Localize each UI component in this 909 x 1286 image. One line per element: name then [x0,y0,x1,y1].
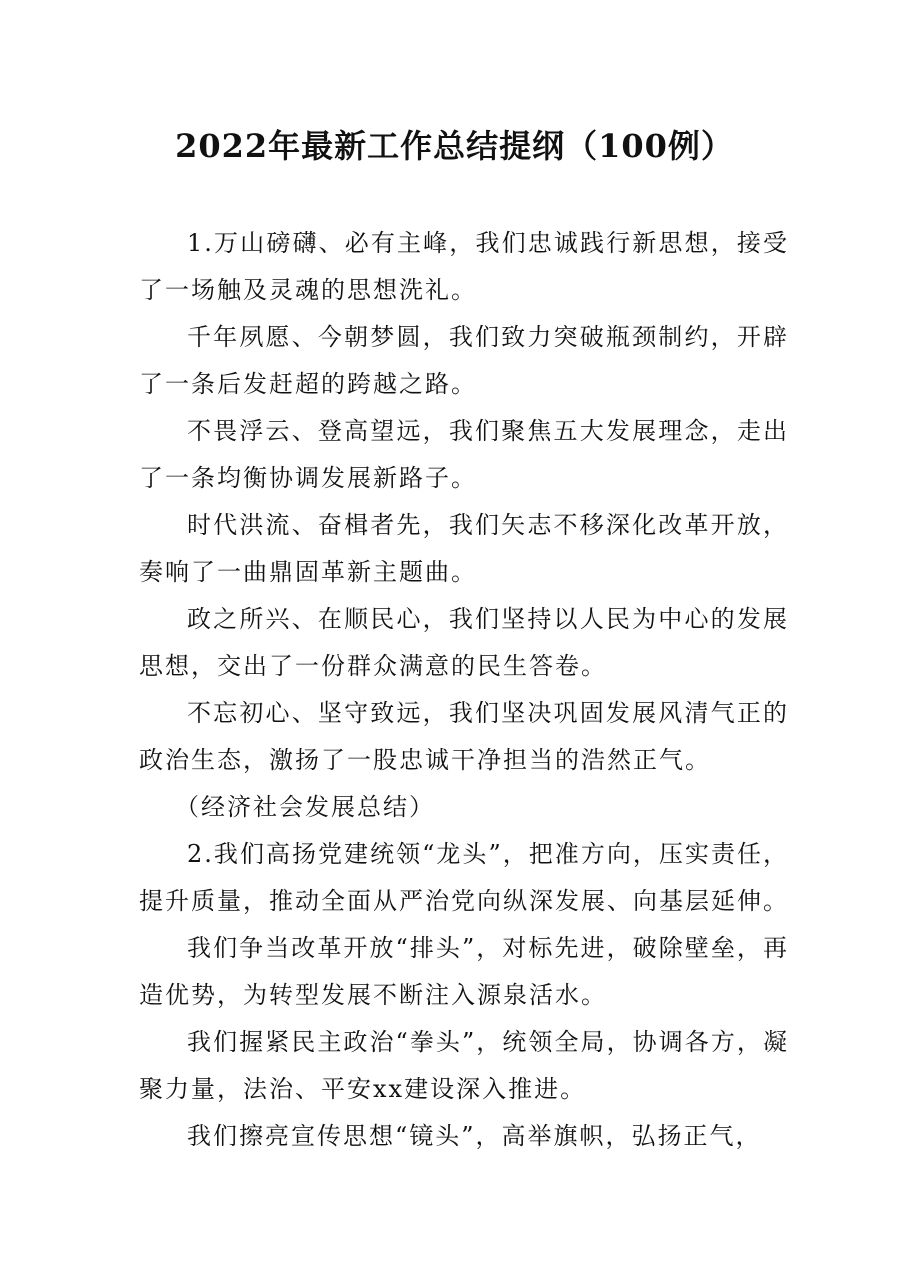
document-body [139,220,789,1160]
paragraph: 不畏浮云、登高望远，我们聚焦五大发展理念，走出了一条均衡协调发展新路子。 [139,417,789,492]
paragraph: 2.我们高扬党建统领“龙头”，把准方向，压实责任，提升质量，推动全面从严治党向纵深发展、向基层延伸。 [139,840,789,915]
paragraph: 政之所兴、在顺民心，我们坚持以人民为中心的发展思想，交出了一份群众满意的民生答卷。 [139,605,789,680]
document-title: 2022年最新工作总结提纲（100例） [175,127,734,165]
section-note: （经济社会发展总结） [175,793,435,821]
paragraph: 我们擦亮宣传思想“镜头”，高举旗帜，弘扬正气， [187,1122,762,1150]
paragraph: 时代洪流、奋楫者先，我们矢志不移深化改革开放，奏响了一曲鼎固革新主题曲。 [139,511,789,586]
paragraph: 1.万山磅礴、必有主峰，我们忠诚践行新思想，接受了一场触及灵魂的思想洗礼。 [139,229,789,304]
paragraph: 我们握紧民主政治“拳头”，统领全局，协调各方，凝聚力量，法治、平安xx建设深入推进。 [139,1028,789,1103]
paragraph: 不忘初心、坚守致远，我们坚决巩固发展风清气正的政治生态，激扬了一股忠诚干净担当的浩然正气。 [139,699,789,774]
paragraph: 我们争当改革开放“排头”，对标先进，破除壁垒，再造优势，为转型发展不断注入源泉活水。 [139,934,789,1009]
paragraph: 千年夙愿、今朝梦圆，我们致力突破瓶颈制约，开辟了一条后发赶超的跨越之路。 [139,323,789,398]
